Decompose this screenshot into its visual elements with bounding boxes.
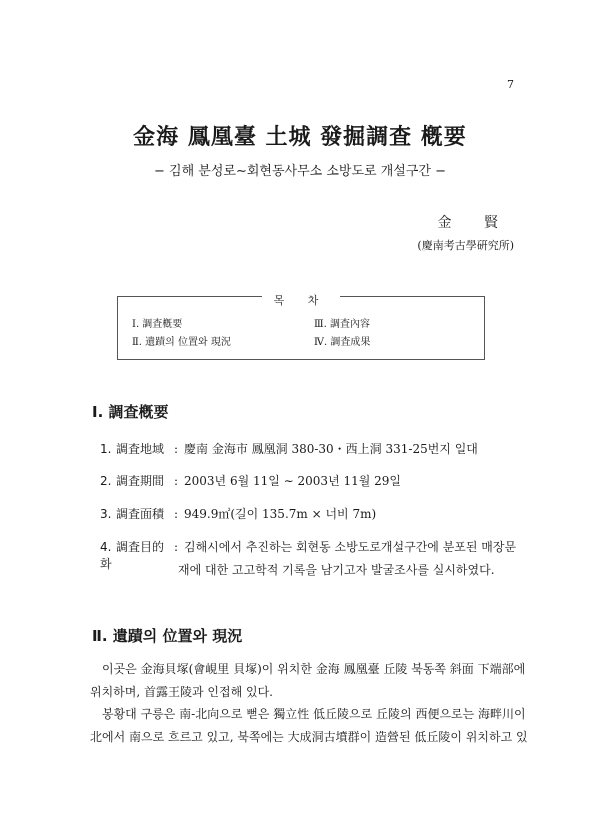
section-2-heading: Ⅱ. 遺蹟의 位置와 現況 — [92, 627, 243, 645]
item-label: 調査面積 — [116, 507, 165, 521]
toc-item-2: Ⅱ. 遺蹟의 位置와 現況 — [132, 337, 231, 348]
item-separator: : — [174, 507, 179, 521]
item-label: 調査期間 — [116, 474, 165, 488]
overview-item-purpose-continued: 재에 대한 고고학적 기록을 남기고자 발굴조사를 실시하였다. — [178, 563, 495, 577]
item-number: 1. — [100, 442, 112, 456]
toc-item-1: Ⅰ. 調査槪要 — [132, 319, 183, 330]
item-value: 慶南 金海市 鳳凰洞 380-30・西上洞 331-25번지 일대 — [184, 442, 478, 456]
table-of-contents — [117, 296, 485, 360]
toc-item-3: Ⅲ. 調査內容 — [314, 319, 371, 330]
paragraph-line: 위치하며, 首露王陵과 인접해 있다. — [90, 685, 273, 699]
item-value: 2003년 6월 11일 ∼ 2003년 11월 29일 — [184, 474, 402, 488]
page-title: 金海 鳳凰臺 土城 發掘調査 槪要 — [133, 124, 467, 150]
toc-item-4: Ⅳ. 調査成果 — [314, 337, 371, 348]
overview-item-area — [100, 505, 520, 522]
item-separator: : — [174, 540, 179, 554]
toc-heading-wrap — [118, 289, 484, 308]
item-separator: : — [174, 442, 179, 456]
overview-item-location — [100, 440, 520, 457]
item-value: 김해시에서 추진하는 회현동 소방도로개설구간에 분포된 매장문화 — [100, 540, 517, 571]
paragraph-line: 北에서 南으로 흐르고 있고, 북쪽에는 大成洞古墳群이 造營된 低丘陵이 위치하고 있 — [90, 730, 528, 744]
toc-heading: 목 차 — [262, 294, 341, 307]
item-label: 調査地域 — [116, 442, 165, 456]
overview-item-period — [100, 472, 520, 489]
item-number: 4. — [100, 540, 112, 554]
item-value: 949.9㎡(길이 135.7m × 너비 7m) — [184, 507, 377, 521]
item-label: 調査目的 — [116, 540, 165, 554]
item-number: 2. — [100, 474, 112, 488]
paragraph-line: 이곳은 金海貝塚(會峴里 貝塚)이 위치한 金海 鳳凰臺 丘陵 북동쪽 斜面 下端部에 — [102, 662, 526, 676]
author-affiliation: (慶南考古學硏究所) — [417, 239, 514, 252]
page-subtitle: − 김해 분성로∼회현동사무소 소방도로 개설구간 − — [154, 164, 446, 179]
paragraph-line: 봉황대 구릉은 南-北向으로 뻗은 獨立性 低丘陵으로 丘陵의 西便으로는 海畔川이 — [102, 707, 526, 721]
author-name: 金 賢 — [437, 215, 512, 231]
page-number: 7 — [507, 78, 514, 91]
item-separator: : — [174, 474, 179, 488]
section-1-heading: Ⅰ. 調査槪要 — [92, 403, 169, 421]
item-number: 3. — [100, 507, 112, 521]
